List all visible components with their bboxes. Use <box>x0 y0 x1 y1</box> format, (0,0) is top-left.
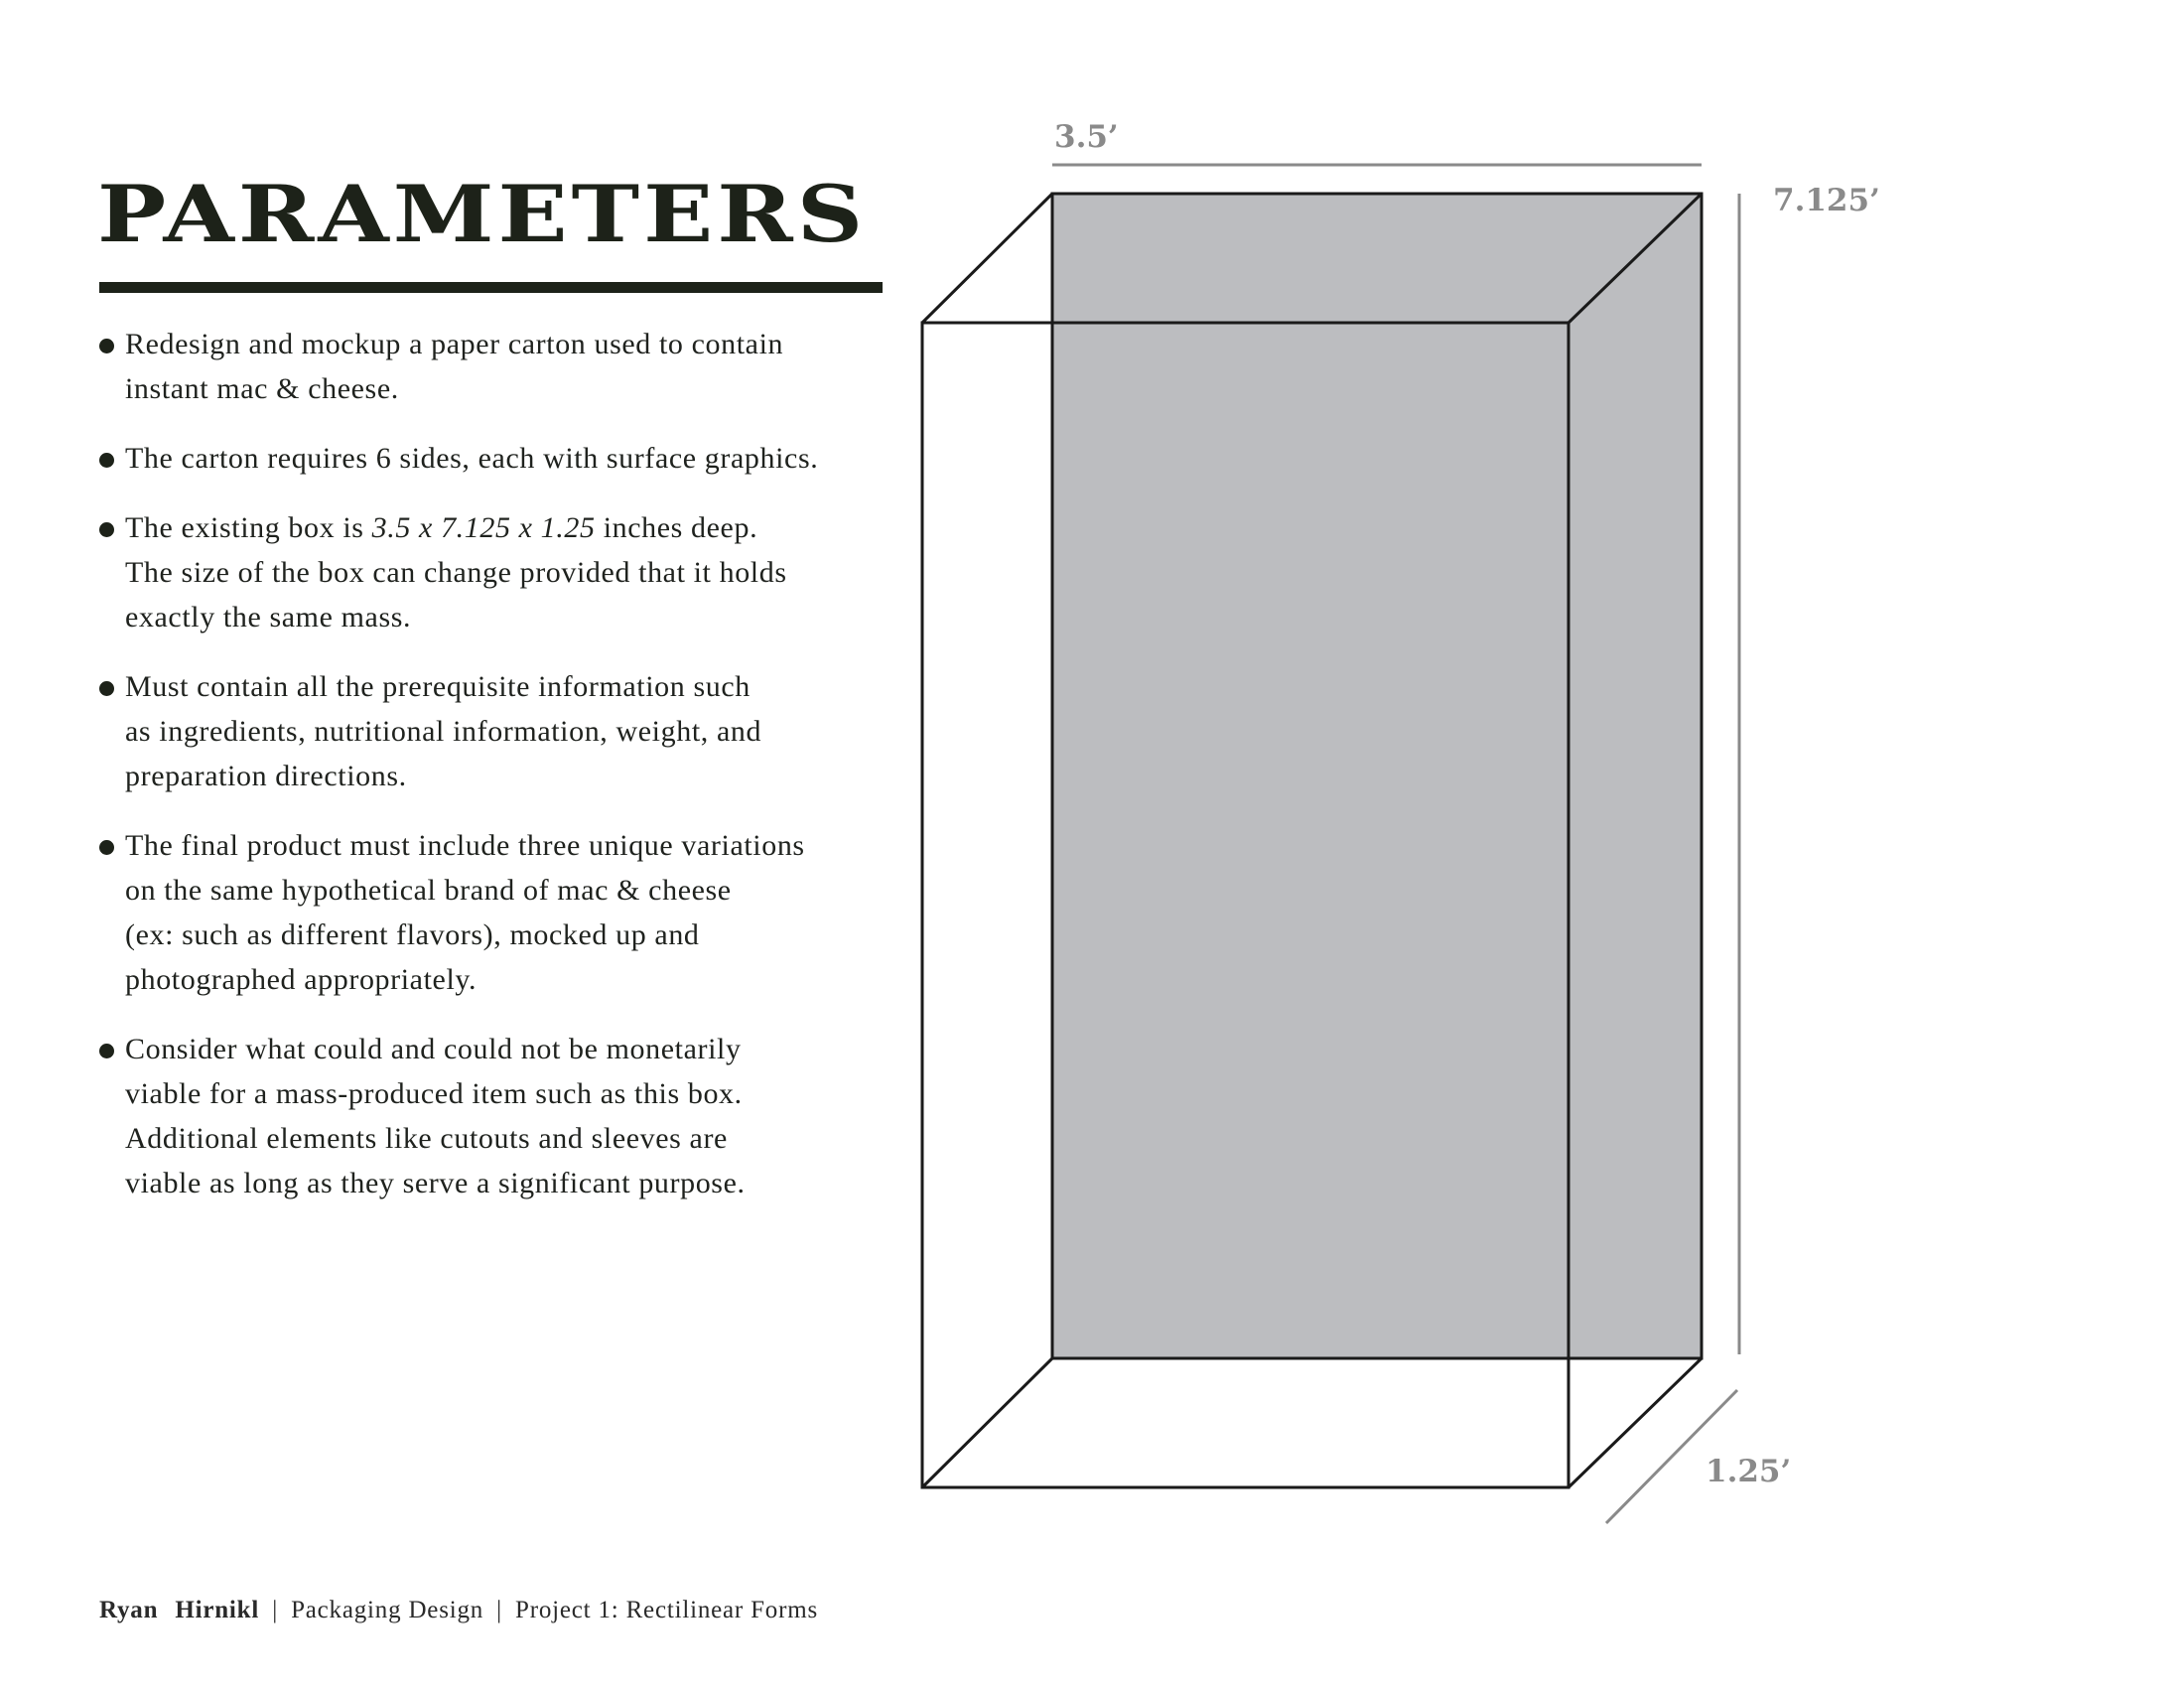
page-title: PARAMETERS <box>97 168 868 260</box>
parameter-text: on the same hypothetical brand of mac & cheese <box>125 874 732 907</box>
parameter-text: Must contain all the prerequisite information such <box>125 670 751 703</box>
footer-author: Ryan Hirnikl <box>99 1597 260 1623</box>
footer-separator: | <box>272 1597 278 1623</box>
parameter-text: The size of the box can change provided that it holds <box>125 556 787 589</box>
box-edge-top-left <box>922 194 1052 323</box>
depth-label: 1.25’ <box>1706 1454 1792 1489</box>
parameter-text: photographed appropriately. <box>125 963 478 996</box>
parameter-text: The carton requires 6 sides, each with surface graphics. <box>125 442 819 475</box>
footer-course: Packaging Design <box>291 1597 484 1623</box>
box-dimensions-text: 3.5 x 7.125 x 1.25 <box>371 511 596 544</box>
parameter-text: preparation directions. <box>125 760 407 792</box>
parameter-text: viable for a mass-produced item such as this box. <box>125 1077 743 1110</box>
footer <box>99 1597 818 1624</box>
parameter-text: Consider what could and could not be monetarily <box>125 1033 742 1065</box>
box-edge-bottom-right <box>1569 1358 1702 1487</box>
footer-separator: | <box>496 1597 502 1623</box>
footer-project: Project 1: Rectilinear Forms <box>515 1597 818 1623</box>
parameter-text: instant mac & cheese. <box>125 372 399 405</box>
parameter-text: as ingredients, nutritional information, weight, and <box>125 715 762 748</box>
width-label: 3.5’ <box>1054 119 1119 155</box>
parameter-text: The final product must include three unique variations <box>125 829 805 862</box>
parameter-text: Additional elements like cutouts and sleeves are <box>125 1122 728 1155</box>
parameter-text: The existing box is <box>125 511 372 544</box>
parameter-text: Redesign and mockup a paper carton used to contain <box>125 328 784 360</box>
box-edge-bottom-left <box>922 1358 1052 1487</box>
parameter-text: inches deep. <box>595 511 758 544</box>
parameter-text: (ex: such as different flavors), mocked up and <box>125 918 700 951</box>
height-label: 7.125’ <box>1773 183 1880 218</box>
parameter-text: exactly the same mass. <box>125 601 412 633</box>
box-back-face <box>1052 194 1702 1358</box>
parameter-text: viable as long as they serve a significant purpose. <box>125 1167 746 1199</box>
